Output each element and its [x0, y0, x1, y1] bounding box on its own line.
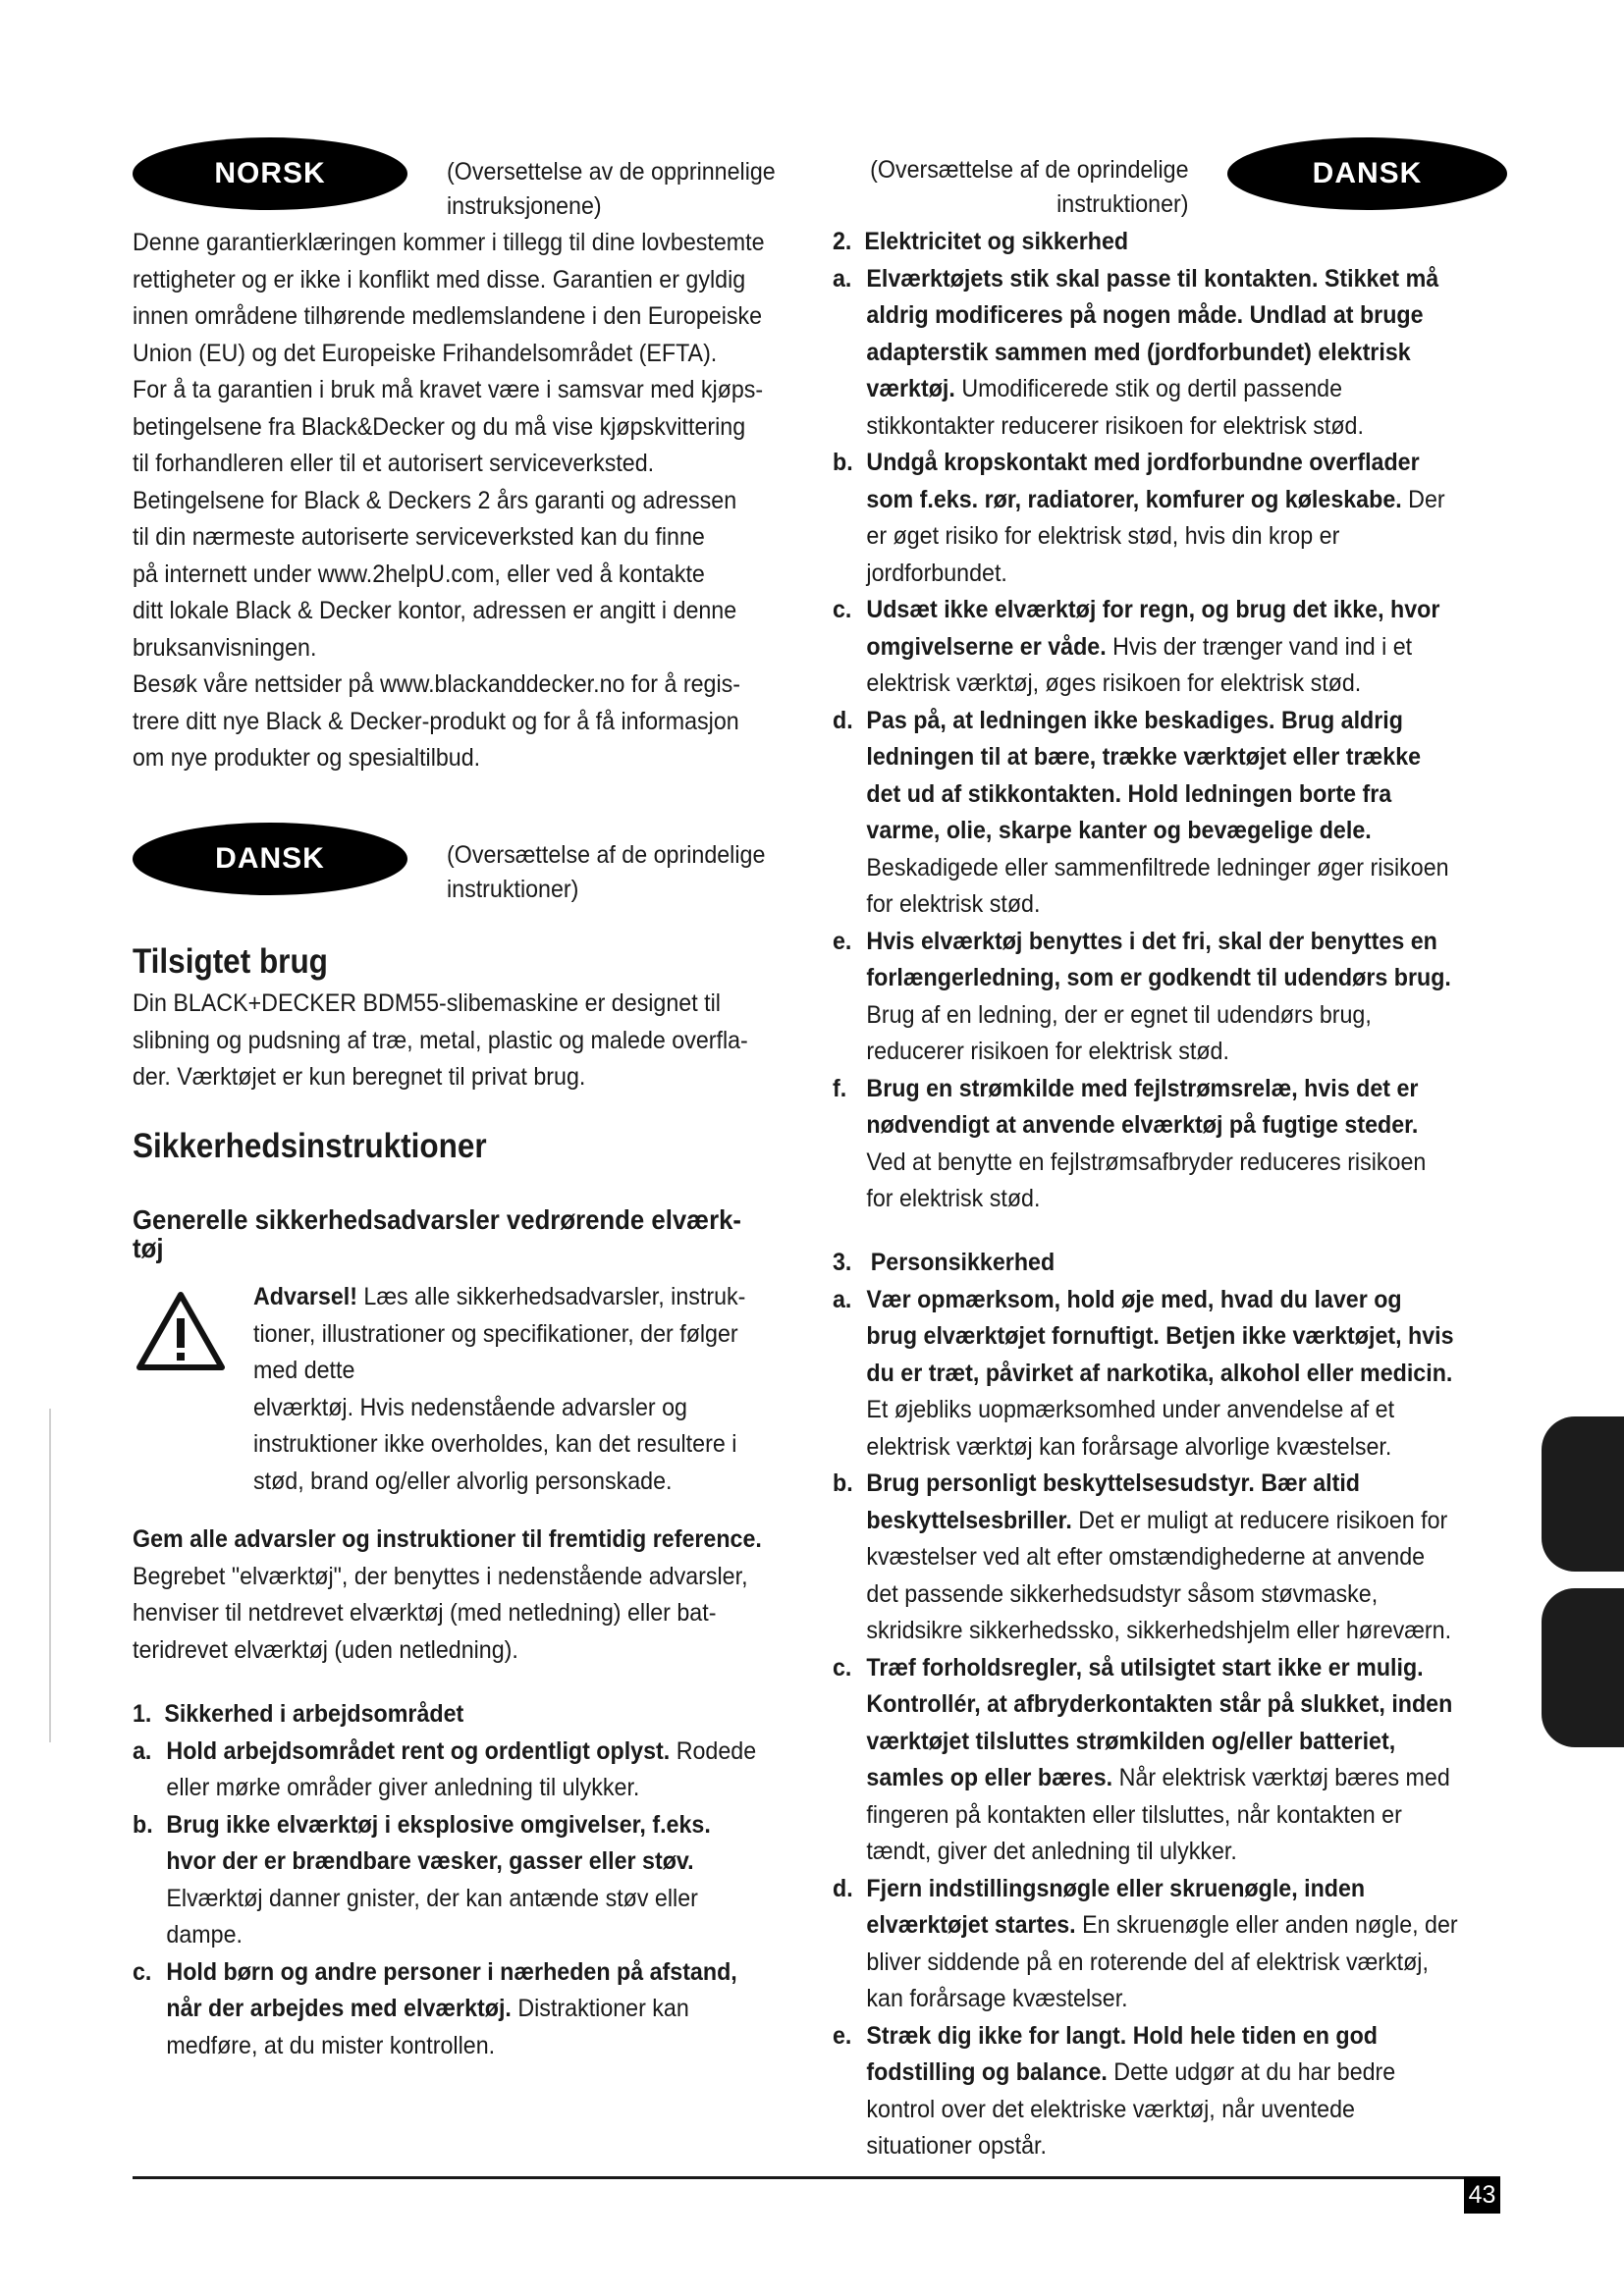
list-item: e. Hvis elværktøj benyttes i det fri, skal der benyttes en forlængerledning, som er godkendt til udendørs brug. Brug af en ledning, der er egnet til udendørs brug, reducerer risikoen for elektrisk stød. — [833, 927, 1451, 1065]
list-item: b. Undgå kropskontakt med jordforbundne overflader som f.eks. rør, radiatorer, komfurer og køleskabe. Der er øget risiko for elektrisk stød, hvis din krop er jordforbundet. — [833, 449, 1445, 587]
dansk-badge-right: DANSK — [1227, 137, 1507, 210]
warning-text: Advarsel! Læs alle sikkerhedsadvarsler, instruk- tioner, illustrationer og specifikationer, der følger med dette elværktøj. Hvis nedenstående advarsler og instruktioner ikke overholdes, kan det resultere i stød, brand og/eller alvorlig personskade. — [253, 1283, 746, 1495]
list-item: d. Pas på, at ledningen ikke beskadiges. Brug aldrig ledningen til at bære, trække værktøjet eller trække det ud af stikkontakten. Hold ledningen borte fra varme, olie, skarpe kanter og bevægelige dele. Beskadigede eller sammenfiltrede ledninger øger risikoen for elektrisk stød. — [833, 706, 1449, 918]
norsk-translation-note: (Oversettelse av de opprinnelige instruksjonene) — [447, 158, 776, 220]
list-item: b. Brug ikke elværktøj i eksplosive omgivelser, f.eks. hvor der er brændbare væsker, gasser eller støv. Elværktøj danner gnister, der kan antænde støv eller dampe. — [133, 1810, 711, 1949]
general-warnings-title: Generelle sikkerhedsadvarsler vedrørende elværk- tøj — [133, 1204, 742, 1263]
list-item: b. Brug personligt beskyttelsesudstyr. Bær altid beskyttelsesbriller. Det er muligt at reducere risikoen for kvæstelser ved alt efter omstændighederne at anvende det passende sikkerhedsudstyr såsom støvmaske, skridsikre sikkerhedssko, sikkerhedshjelm eller høreværn. — [833, 1469, 1452, 1644]
list-item: a. Vær opmærksom, hold øje med, hvad du laver og brug elværktøjet fornuftigt. Betjen ikke værktøjet, hvis du er træt, påvirket af narkotika, alkohol eller medicin. Et øjebliks uopmærksomhed under anvendelse af et elektrisk værktøj kan forårsage alvorlige kvæstelser. — [833, 1285, 1454, 1461]
keep-instructions: Gem alle advarsler og instruktioner til fremtidig reference. Begrebet "elværktøj", der benyttes i nedenstående advarsler, henviser til netdrevet elværktøj (med netledning) eller bat- teridrevet elværktøj (uden netledning). — [133, 1525, 762, 1664]
section-2-electricity: 2. Elektricitet og sikkerhed a. Elværktøjets stik skal passe til kontakten. Stikket må aldrig modificeres på nogen måde. Undlad at bruge adapterstik sammen med (jordforbundet) elektrisk værktøj. Umodificerede stik og dertil passende stikkontakter reducerer risikoen for elektrisk stød. b. Undgå kropskontakt med jordforbundne overflader som f.eks. rør, radiatorer, komfurer og køleskabe. Der er øget risiko for elektrisk stød, hvis din krop er jordforbundet. c. Udsæt ikke elværktøj for regn, og brug det ikke, hvor omgivelserne er våde. Hvis der trænger vand ind i et elektrisk værktøj, øges risikoen for elektrisk stød. d. Pas på, at ledningen ikke beskadiges. Brug aldrig ledningen til at bære, trække værktøjet eller trække det ud af stikkontakten. Hold ledningen borte fra varme, olie, skarpe kanter og bevægelige dele. Beskadigede eller sammenfiltrede ledninger øger risikoen for elektrisk stød. e. Hvis elværktøj benyttes i det fri, skal der benyttes en forlængerledning, som er godkendt til udendørs brug. Brug af en ledning, der er egnet til udendørs brug, reducerer risikoen for elektrisk stød. f. Brug en strømkilde med fejlstrømsrelæ, hvis det er nødvendigt at anvende elværktøj på fugtige steder. Ved at benytte en fejlstrømsafbryder reduceres risikoen for elektrisk stød. — [833, 224, 1481, 1218]
safety-instructions-title: Sikkerhedsinstruktioner — [133, 1127, 487, 1165]
page-number: 43 — [1464, 2177, 1500, 2214]
section-1-work-area: 1. Sikkerhed i arbejdsområdet a. Hold arbejdsområdet rent og ordentligt oplyst. Rodede eller mørke områder giver anledning til ulykker. b. Brug ikke elværktøj i eksplosive omgivelser, f.eks. hvor der er brændbare væsker, gasser eller støv. Elværktøj danner gnister, der kan antænde støv eller dampe. c. Hold børn og andre personer i nærheden på afstand, når der arbejdes med elværktøj. Distraktioner kan medføre, at du mister kontrollen. — [133, 1696, 808, 2064]
list-item: c. Træf forholdsregler, så utilsigtet start ikke er mulig. Kontrollér, at afbryderkontakten står på slukket, inden værktøjet tilsluttes strømkilden og/eller batteriet, samles op eller bæres. Når elektrisk værktøj bæres med fingeren på kontakten eller tilsluttes, når kontakten er tændt, giver det anledning til ulykker. — [833, 1653, 1453, 1865]
list-item: d. Fjern indstillingsnøgle eller skruenøgle, inden elværktøjet startes. En skruenøgle eller anden nøgle, der bliver siddende på en roterende del af elektrisk værktøj, kan forårsage kvæstelser. — [833, 1874, 1458, 2012]
list-item: c. Hold børn og andre personer i nærheden på afstand, når der arbejdes med elværktøj. Distraktioner kan medføre, at du mister kontrollen. — [133, 1957, 737, 2059]
dansk-translation-note-left: (Oversættelse af de oprindelige instruktioner) — [447, 841, 766, 903]
margin-line — [49, 1409, 51, 1742]
section-3-personal-safety: 3. Personsikkerhed a. Vær opmærksom, hold øje med, hvad du laver og brug elværktøjet fornuftigt. Betjen ikke værktøjet, hvis du er træt, påvirket af narkotika, alkohol eller medicin. Et øjebliks uopmærksomhed under anvendelse af et elektrisk værktøj kan forårsage alvorlige kvæstelser. b. Brug personligt beskyttelsesudstyr. Bær altid beskyttelsesbriller. Det er muligt at reducere risikoen for kvæstelser ved alt efter omstændighederne at anvende det passende sikkerhedsudstyr såsom støvmaske, skridsikre sikkerhedssko, sikkerhedshjelm eller høreværn. c. Træf forholdsregler, så utilsigtet start ikke er mulig. Kontrollér, at afbryderkontakten står på slukket, inden værktøjet tilsluttes strømkilden og/eller batteriet, samles op eller bæres. Når elektrisk værktøj bæres med fingeren på kontakten eller tilsluttes, når kontakten er tændt, giver det anledning til ulykker. d. Fjern indstillingsnøgle eller skruenøgle, inden elværktøjet startes. En skruenøgle eller anden nøgle, der bliver siddende på en roterende del af elektrisk værktøj, kan forårsage kvæstelser. e. Stræk dig ikke for langt. Hold hele tiden en god fodstilling og balance. Dette udgør at du har bedre kontrol over det elektriske værktøj, når uventede situationer opstår. — [833, 1245, 1481, 2165]
list-item: e. Stræk dig ikke for langt. Hold hele tiden en god fodstilling og balance. Dette udgør at du har bedre kontrol over det elektriske værktøj, når uventede situationer opstår. — [833, 2021, 1396, 2160]
intended-use-title: Tilsigtet brug — [133, 942, 328, 981]
norsk-guarantee-paragraph: Denne garantierklæringen kommer i tillegg til dine lovbestemte rettigheter og er ikke i konflikt med disse. Garantien er gyldig innen områdene tilhørende medlemslandene i den Europeiske Union (EU) og det Europeiske Frihandelsområdet (EFTA). For å ta garantien i bruk må kravet være i samsvar med kjøps- betingelsene fra Black&Decker og du må vise kjøpskvittering til forhandleren eller til et autorisert serviceverksted. Betingelsene for Black & Deckers 2 års garanti og adressen til din nærmeste autoriserte serviceverksted kan du finne på internett under www.2helpU.com, eller ved å kontakte ditt lokale Black & Decker kontor, adressen er angitt i denne bruksanvisningen. Besøk våre nettsider på www.blackanddecker.no for å regis- trere ditt nye Black & Decker-produkt og for å få informasjon om nye produkter og spesialtilbud. — [133, 229, 765, 772]
dansk-translation-note-right: (Oversættelse af de oprindelige instruktioner) — [870, 156, 1189, 218]
list-item: f. Brug en strømkilde med fejlstrømsrelæ, hvis det er nødvendigt at anvende elværktøj på fugtige steder. Ved at benytte en fejlstrømsafbryder reduceres risikoen for elektrisk stød. — [833, 1074, 1427, 1212]
side-tab-marker — [1542, 1588, 1624, 1747]
footer-rule — [133, 2176, 1500, 2179]
intended-use-text: Din BLACK+DECKER BDM55-slibemaskine er designet til slibning og pudsning af træ, metal, plastic og malede overfla- der. Værktøjet er kun beregnet til privat brug. — [133, 989, 748, 1091]
warning-triangle-icon — [135, 1291, 226, 1371]
list-item: c. Udsæt ikke elværktøj for regn, og brug det ikke, hvor omgivelserne er våde. Hvis der trænger vand ind i et elektrisk værktøj, øges risikoen for elektrisk stød. — [833, 596, 1440, 697]
list-item: a. Hold arbejdsområdet rent og ordentligt oplyst. Rodede eller mørke områder giver anledning til ulykker. — [133, 1736, 757, 1801]
dansk-badge-left: DANSK — [133, 823, 407, 895]
side-tab-marker — [1542, 1416, 1624, 1572]
norsk-badge: NORSK — [133, 137, 407, 210]
list-item: a. Elværktøjets stik skal passe til kontakten. Stikket må aldrig modificeres på nogen måde. Undlad at bruge adapterstik sammen med (jordforbundet) elektrisk værktøj. Umodificerede stik og dertil passende stikkontakter reducerer risikoen for elektrisk stød. — [833, 264, 1439, 440]
